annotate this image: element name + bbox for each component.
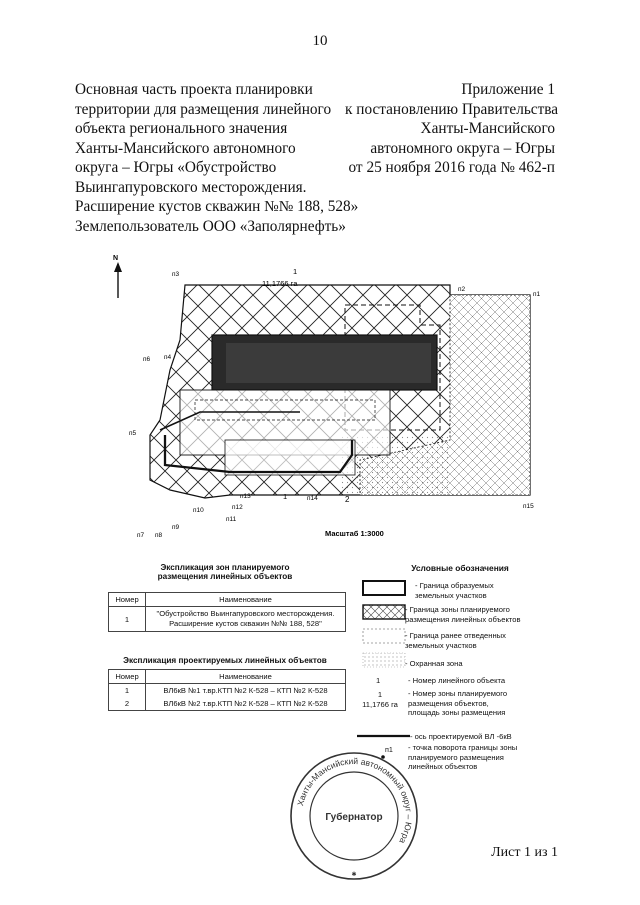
turn-point-label: п8	[155, 532, 163, 539]
legend-text: - Номер зоны планируемого	[408, 689, 508, 698]
turn-point-label: п12	[232, 504, 243, 511]
pad-structure	[225, 440, 355, 475]
turn-point-label: п10	[193, 507, 204, 514]
legend-text: - ось проектируемой ВЛ -6кВ	[410, 732, 512, 741]
table-cell: 2	[109, 697, 146, 711]
zones-table-title	[110, 563, 340, 581]
legend-text: размещения объектов,	[408, 698, 489, 708]
appendix-reference	[345, 80, 559, 178]
legend-text: - Охранная зона	[405, 659, 463, 668]
legend-text: - точка поворота границы зоны	[408, 743, 518, 752]
legend-symbol-text: 11,1766 га	[362, 699, 398, 709]
legend-text: - Граница ранее отведенных	[405, 631, 506, 640]
legend-text: планируемого размещения	[408, 752, 504, 762]
heading-line: объекта регионального значения	[75, 120, 288, 137]
map-scale: Масштаб 1:3000	[325, 529, 384, 538]
north-label: N	[113, 255, 119, 262]
turn-point-label: п13	[240, 493, 251, 500]
appendix-line: Ханты-Мансийского	[420, 120, 555, 137]
planning-map	[0, 240, 640, 545]
table-row	[109, 697, 346, 711]
table-cell	[146, 607, 346, 632]
legend-item	[410, 732, 512, 742]
table-header: Номер	[109, 670, 146, 684]
heading-line: Землепользователь ООО «Заполярнефть»	[75, 217, 346, 235]
legend-symbol-zone-number	[355, 690, 405, 709]
legend-text: земельных участков	[415, 590, 487, 600]
legend-symbol-line-number: 1	[376, 676, 381, 685]
legend-symbol-formed-parcel	[363, 581, 405, 595]
turn-point-label: п2	[458, 286, 466, 293]
legend-text: линейных объектов	[408, 762, 478, 771]
governor-seal	[288, 750, 420, 882]
heading-line: Выингапуровского месторождения.	[75, 178, 307, 196]
turn-point-label: п14	[307, 495, 318, 502]
legend-item	[408, 743, 517, 772]
line-object-number: 2	[345, 495, 350, 504]
turn-point-label: п4	[164, 354, 172, 361]
appendix-line: автономного округа – Югры	[370, 139, 555, 157]
legend-symbol-protection-zone	[363, 653, 405, 667]
legend-symbol-point-label: п1	[385, 745, 393, 754]
seal-ring-text: Ханты-Мансийский автономный округ – Югра	[295, 755, 415, 846]
page-number: 10	[312, 33, 328, 49]
heading-line: округа – Югры «Обустройство	[75, 159, 277, 176]
legend-symbol-zone-boundary	[363, 605, 405, 619]
zone-area: 11,1766 га	[262, 279, 298, 288]
turn-point-label: п7	[137, 532, 145, 539]
sheet-number: Лист 1 из 1	[491, 845, 558, 860]
turn-point-label: п6	[143, 356, 151, 363]
table-row	[109, 607, 346, 632]
table-cell: 1	[109, 684, 146, 698]
legend-text: размещения линейных объектов	[405, 614, 521, 624]
formed-land-parcel-inner	[226, 343, 431, 383]
table-header: Номер	[109, 593, 146, 607]
appendix-line: к постановлению Правительства	[345, 100, 559, 118]
legend-text: - Номер линейного объекта	[408, 676, 506, 685]
objects-table-title: Экспликация проектируемых линейных объектов	[123, 656, 327, 665]
legend-text: площадь зоны размещения	[408, 708, 506, 717]
heading-line: Ханты-Мансийского автономного	[75, 139, 296, 157]
line-object-number: 1	[283, 492, 288, 501]
table-cell: ВЛ6кВ №1 т.вр.КТП №2 К-528 – КТП №2 К-528	[146, 684, 346, 698]
legend-symbol-previous-boundary	[363, 629, 405, 643]
zone-number: 1	[293, 267, 298, 276]
seal-center-text: Губернатор	[325, 812, 383, 823]
legend-text: земельных участков	[405, 640, 477, 650]
appendix-line: Приложение 1	[461, 81, 555, 98]
turn-point-label: п15	[523, 503, 534, 510]
table-cell: ВЛ6кВ №2 т.вр.КТП №2 К-528 – КТП №2 К-528	[146, 697, 346, 711]
legend-text: - Граница образуемых	[415, 581, 494, 590]
legend-symbols	[355, 575, 415, 765]
legend-item	[405, 605, 521, 624]
turn-point-label: п9	[172, 524, 180, 531]
heading-line: Основная часть проекта планировки	[75, 81, 313, 98]
document-heading	[75, 80, 365, 236]
table-header: Наименование	[146, 670, 346, 684]
appendix-line: от 25 ноября 2016 года № 462-п	[348, 159, 555, 176]
zone-name-line: Расширение кустов скважин №№ 188, 528"	[169, 619, 322, 628]
legend-item	[415, 581, 494, 600]
legend-item	[408, 689, 507, 718]
legend-title: Условные обозначения	[411, 563, 509, 573]
zones-table-title-line: размещения линейных объектов	[157, 572, 293, 581]
legend-symbol-text: 1	[377, 690, 383, 699]
table-cell: 1	[109, 607, 146, 632]
north-arrow-icon	[114, 262, 122, 298]
turn-point-label: п3	[172, 271, 180, 278]
zones-table-title-line: Экспликация зон планируемого	[160, 563, 290, 572]
seal-star-icon: ✱	[351, 872, 357, 878]
turn-point-label: п1	[533, 291, 541, 298]
legend-item	[405, 659, 463, 669]
legend-text: - Граница зоны планируемого	[405, 605, 510, 614]
legend-item	[408, 676, 505, 686]
heading-line: территории для размещения линейного	[75, 100, 332, 118]
table-row	[109, 684, 346, 698]
objects-table	[108, 669, 346, 711]
zones-table	[108, 592, 346, 632]
zone-name-line: "Обустройство Выингапуровского месторождения.	[156, 609, 335, 618]
table-header: Наименование	[146, 593, 346, 607]
heading-line: Расширение кустов скважин №№ 188, 528»	[75, 198, 359, 215]
legend-item	[405, 631, 506, 650]
turn-point-label: п5	[129, 430, 137, 437]
turn-point-label: п11	[226, 516, 237, 523]
